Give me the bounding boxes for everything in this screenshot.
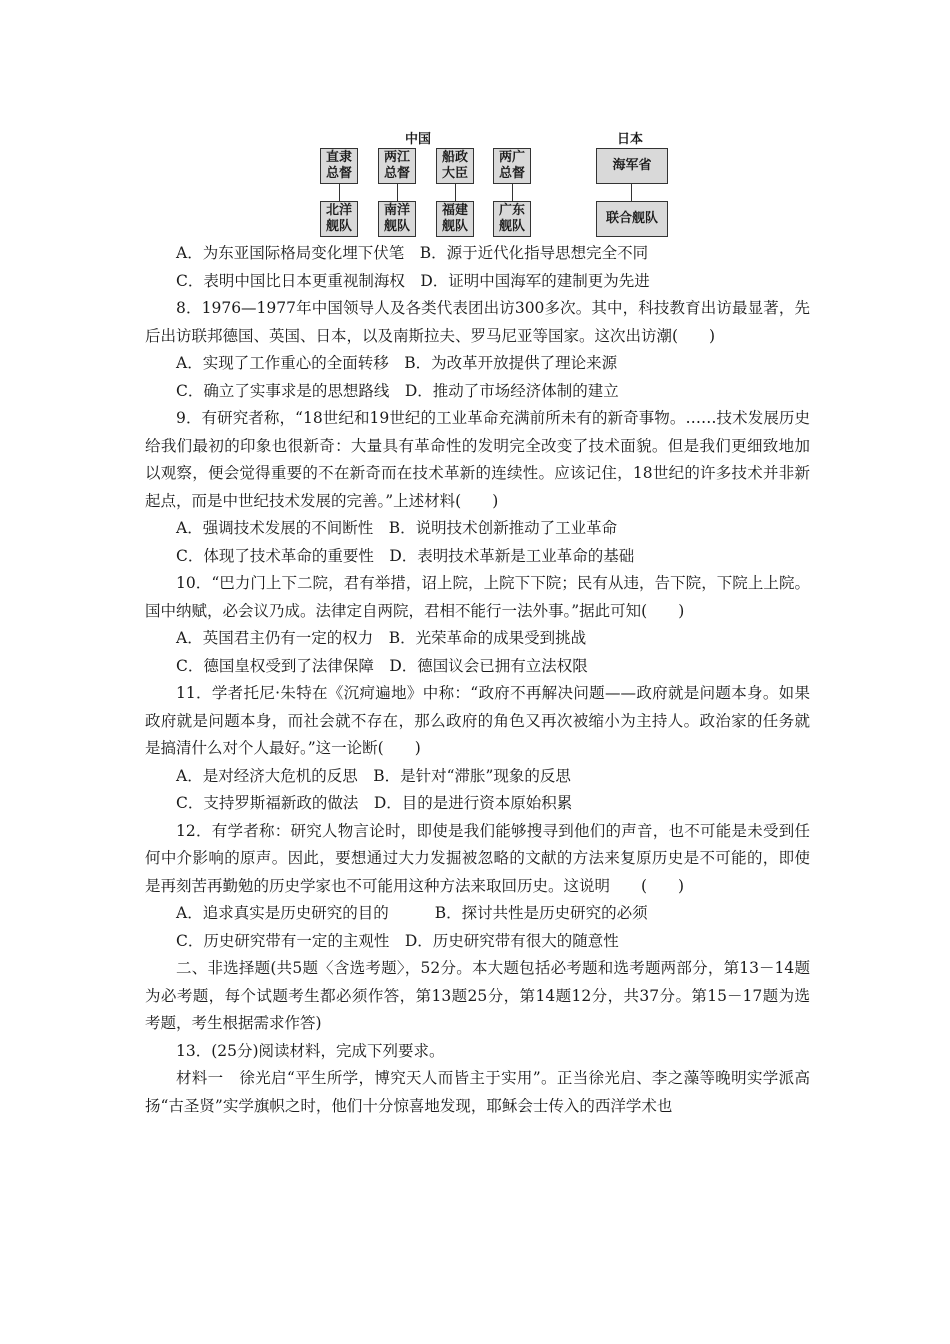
china-fleet-box: 广东 舰队 xyxy=(493,201,531,237)
q12-options-ab xyxy=(145,900,810,928)
q10-options-cd: C．德国皇权受到了法律保障 D．德国议会已拥有立法权限 xyxy=(176,656,588,675)
q9-stem: 9．有研究者称，“18世纪和19世纪的工业革命充满前所未有的新奇事物。……技术发展历史给我们最初的印象也很新奇：大量具有革命性的发明完全改变了技术面貌。但是我们更细致地加以观察，便会觉得重要的不在新奇而在技术革新的连续性。应该记住，18世纪的许多技术并非新起点，而是中世纪技术发展的完善。”上述材料( ) xyxy=(145,409,810,510)
china-official-box: 两江 总督 xyxy=(378,148,416,184)
q9-options-cd: C．体现了技术革命的重要性 D．表明技术革新是工业革命的基础 xyxy=(176,546,635,565)
connector-line xyxy=(339,184,340,201)
q12-option-b: B．探讨共性是历史研究的必须 xyxy=(434,904,648,922)
q8-options-cd: C．确立了实事求是的思想路线 D．推动了市场经济体制的建立 xyxy=(176,381,619,400)
connector-line xyxy=(631,184,632,201)
q13-material-1: 材料一 徐光启“平生所学，博究天人而皆主于实用”。正当徐光启、李之藻等晚明实学派高扬“古圣贤”实学旗帜之时，他们十分惊喜地发现，耶稣会士传入的西洋学术也 xyxy=(145,1069,810,1115)
section-2-instructions: 二、非选择题(共5题〈含选考题〉，52分。本大题包括必考题和选考题两部分，第13－14题为必考题，每个试题考生都必须作答，第13题25分，第14题12分，共37分。第15－17题为选考题，考生根据需求作答) xyxy=(145,959,810,1032)
japan-fleet-box: 联合舰队 xyxy=(596,201,668,237)
connector-line xyxy=(397,184,398,201)
china-official-box: 直隶 总督 xyxy=(320,148,358,184)
q13-stem: 13．(25分)阅读材料，完成下列要求。 xyxy=(176,1041,445,1060)
japan-label: 日本 xyxy=(617,132,644,147)
china-label: 中国 xyxy=(405,132,432,147)
china-fleet-box: 福建 舰队 xyxy=(436,201,474,237)
connector-line xyxy=(512,184,513,201)
q11-options-cd: C．支持罗斯福新政的做法 D．目的是进行资本原始积累 xyxy=(176,794,573,812)
q12-options-cd: C．历史研究带有一定的主观性 D．历史研究带有很大的随意性 xyxy=(176,931,619,950)
china-official-box: 船政 大臣 xyxy=(436,148,474,184)
q10-stem: 10．“巴力门上下二院，君有举措，诏上院，上院下下院；民有从违，告下院，下院上上院。国中纳赋，必会议乃成。法律定自两院，君相不能行一法外事。”据此可知( ) xyxy=(145,574,810,620)
q11-stem: 11．学者托尼·朱特在《沉疴遍地》中称：“政府不再解决问题——政府就是问题本身。如果政府就是问题本身，而社会就不存在，那么政府的角色又再次被缩小为主持人。政治家的任务就是搞清什么对个人最好。”这一论断( ) xyxy=(145,684,810,757)
q9-options-ab: A．强调技术发展的不间断性 B．说明技术创新推动了工业革命 xyxy=(176,519,618,537)
question-content xyxy=(145,240,810,1120)
japan-ministry-box: 海军省 xyxy=(596,148,668,184)
china-fleet-box: 南洋 舰队 xyxy=(378,201,416,237)
china-fleet-box: 北洋 舰队 xyxy=(320,201,358,237)
navy-organization-diagram xyxy=(0,0,950,240)
q10-options-ab: A．英国君主仍有一定的权力 B．光荣革命的成果受到挑战 xyxy=(176,629,587,647)
q12-stem: 12．有学者称：研究人物言论时，即使是我们能够搜寻到他们的声音，也不可能是未受到任何中介影响的原声。因此，要想通过大力发掘被忽略的文献的方法来复原历史是不可能的，即使是再刻苦再勤勉的历史学家也不可能用这种方法来取回历史。这说明 ( ) xyxy=(145,821,810,895)
q7-options-cd: C．表明中国比日本更重视制海权 D．证明中国海军的建制更为先进 xyxy=(176,271,650,290)
q11-options-ab: A．是对经济大危机的反思 B．是针对“滞胀”现象的反思 xyxy=(176,766,571,785)
q8-stem: 8．1976—1977年中国领导人及各类代表团出访300多次。其中，科技教育出访最显著，先后出访联邦德国、英国、日本，以及南斯拉夫、罗马尼亚等国家。这次出访潮( ) xyxy=(145,299,810,345)
connector-line xyxy=(455,184,456,201)
q8-options-ab: A．实现了工作重心的全面转移 B．为改革开放提供了理论来源 xyxy=(176,354,618,372)
q12-option-a: A．追求真实是历史研究的目的 xyxy=(176,904,389,922)
china-official-box: 两广 总督 xyxy=(493,148,531,184)
q7-options-ab: A．为东亚国际格局变化埋下伏笔 B．源于近代化指导思想完全不同 xyxy=(176,244,649,262)
